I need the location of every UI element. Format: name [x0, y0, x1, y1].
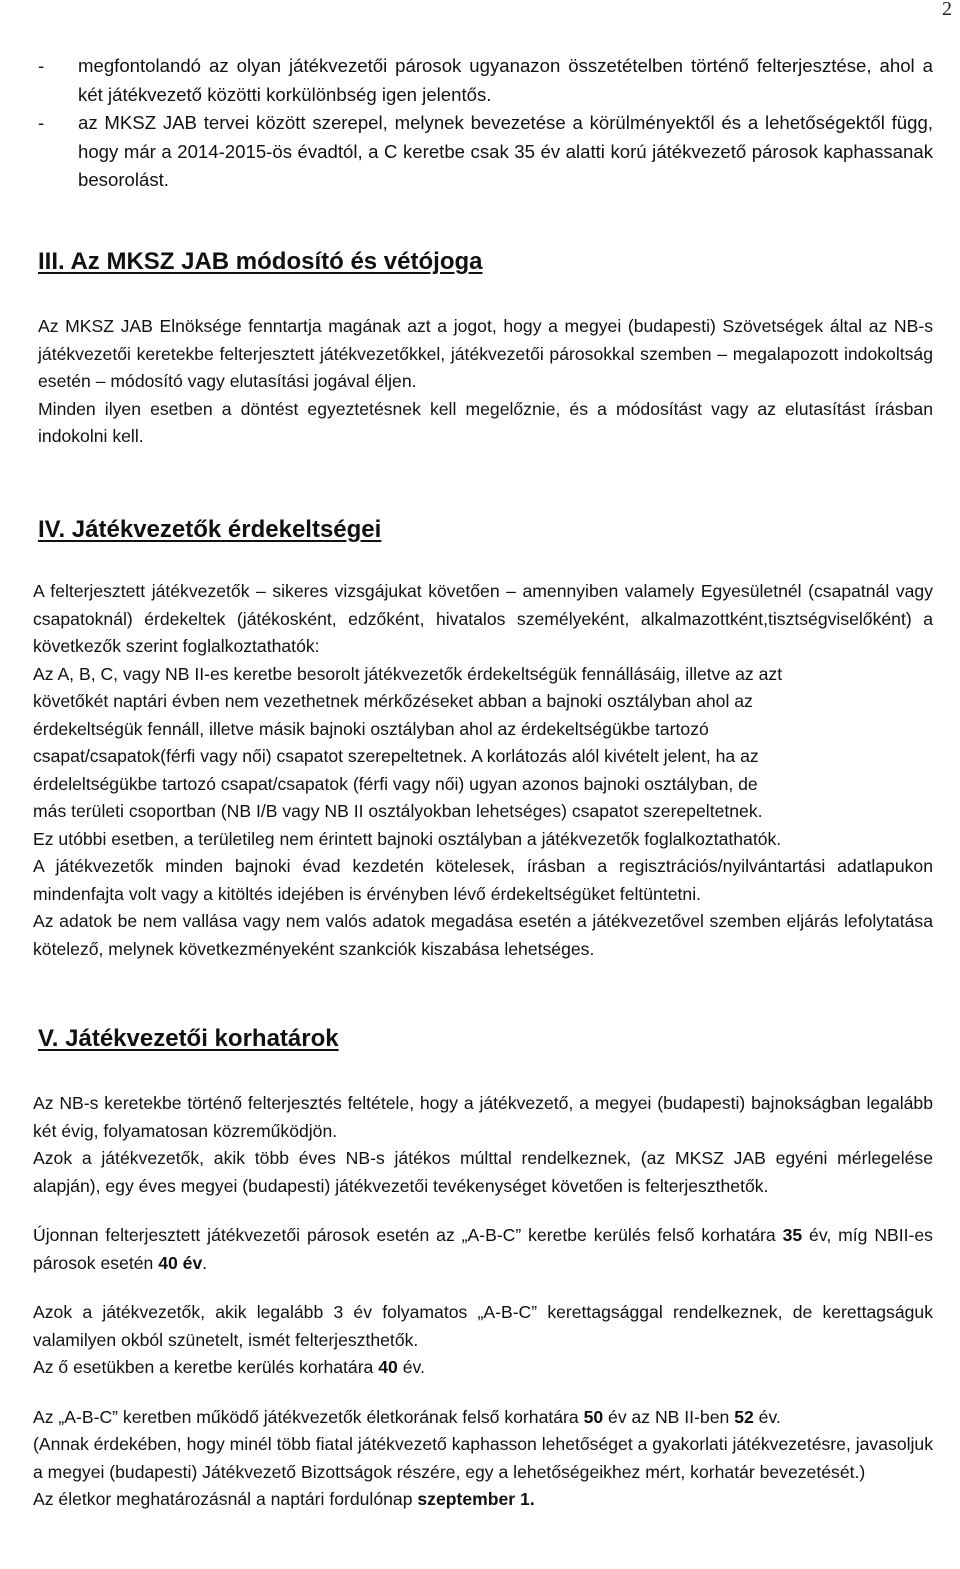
- paragraph: Az „A-B-C” keretben működő játékvezetők életkorának felső korhatára 50 év az NB II-ben 52 év.: [33, 1406, 781, 1427]
- paragraph: Azok a játékvezetők, akik több éves NB-s játékos múlttal rendelkeznek, (az MKSZ JAB egyéni mérlegelése alapján), egy éves megyei (budapesti) játékvezetői tevékenységet követően is felterjeszthetők.: [33, 1148, 933, 1196]
- section-4-heading: IV. Játékvezetők érdekeltségei: [38, 516, 382, 543]
- section-5-body: [33, 1090, 933, 1514]
- bullet-dash: -: [38, 55, 45, 76]
- paragraph: Az életkor meghatározásnál a naptári fordulónap szeptember 1.: [33, 1489, 535, 1509]
- paragraph-line: csapat/csapatok(férfi vagy női) csapatot szerepeltetnek. A korlátozás alól kivételt jelent, ha az: [33, 746, 759, 766]
- bullet-text: megfontolandó az olyan játékvezetői párosok ugyanazon összetételben történő felterjesztése, ahol a két játékvezető közötti korkülönbség igen jelentős.: [78, 55, 933, 105]
- bullet-text: az MKSZ JAB tervei között szerepel, melynek bevezetése a körülményektől és a lehetőségektől függ, hogy már a 2014-2015-ös évadtól, a C keretbe csak 35 év alatti korú játékvezető párosok kaphassanak besorolást.: [78, 112, 933, 190]
- list-item: [38, 109, 933, 195]
- paragraph: Az NB-s keretekbe történő felterjesztés feltétele, hogy a játékvezető, a megyei (budapesti) bajnokságban legalább két évig, folyamatosan közreműködjön.: [33, 1093, 933, 1141]
- paragraph: Újonnan felterjesztett játékvezetői párosok esetén az „A-B-C” keretbe kerülés felső korhatára 35 év, míg NBII-es párosok esetén 40 év.: [33, 1225, 933, 1273]
- paragraph: Minden ilyen esetben a döntést egyeztetésnek kell megelőznie, és a módosítást vagy az elutasítást írásban indokolni kell.: [38, 398, 933, 446]
- list-item: [38, 52, 933, 109]
- paragraph: A felterjesztett játékvezetők – sikeres vizsgájukat követően – amennyiben valamely Egyesületnél (csapatnál vagy csapatoknál) érdekeltek (játékosként, edzőként, hivatalos személyeként, alkalmazottként,tisztségviselőként) a következők szerint foglalkoztathatók:: [33, 581, 933, 656]
- paragraph-line: érdeleltségükbe tartozó csapat/csapatok (férfi vagy női) ugyan azonos bajnoki osztályban, de: [33, 773, 758, 794]
- paragraph-line: más területi csoportban (NB I/B vagy NB II osztályokban lehetséges) csapatot szerepeltetnek.: [33, 801, 763, 821]
- section-3-heading: III. Az MKSZ JAB módosító és vétójoga: [38, 248, 483, 275]
- paragraph-line: érdekeltségük fennáll, illetve másik bajnoki osztályban ahol az érdekeltségükbe tartozó: [33, 718, 709, 739]
- paragraph: Az adatok be nem vallása vagy nem valós adatok megadása esetén a játékvezetővel szemben eljárás lefolytatása kötelező, melynek következményeként szankciók kiszabása lehetséges.: [33, 911, 933, 959]
- bullet-list: [38, 52, 933, 195]
- paragraph: A játékvezetők minden bajnoki évad kezdetén kötelesek, írásban a regisztrációs/nyilvántartási adatlapukon mindenfajta volt vagy a kitöltés idejében is érvényben lévő érdekeltségüket feltüntetni.: [33, 856, 933, 904]
- bullet-dash: -: [38, 112, 45, 133]
- paragraph: (Annak érdekében, hogy minél több fiatal játékvezető kaphasson lehetőséget a gyakorlati játékvezetésre, javasoljuk a megyei (budapesti) Játékvezető Bizottságok részére, egy a lehetőségeikhez mért, korhatár bevezetését.): [33, 1434, 933, 1482]
- section-3-body: [38, 313, 933, 451]
- paragraph-line: Ez utóbbi esetben, a területileg nem érintett bajnoki osztályban a játékvezetők foglalkoztathatók.: [33, 828, 782, 849]
- paragraph: Az ő esetükben a keretbe kerülés korhatára 40 év.: [33, 1357, 425, 1377]
- section-4-body: [33, 578, 933, 963]
- page-number: 2: [942, 0, 952, 20]
- paragraph: Azok a játékvezetők, akik legalább 3 év folyamatos „A-B-C” kerettagsággal rendelkeznek, de kerettagságuk valamilyen okból szünetelt, ismét felterjeszthetők.: [33, 1302, 933, 1350]
- section-5-heading: V. Játékvezetői korhatárok: [38, 1025, 339, 1052]
- paragraph: Az MKSZ JAB Elnöksége fenntartja magának azt a jogot, hogy a megyei (budapesti) Szövetségek által az NB-s játékvezetői keretekbe felterjesztett játékvezetőkkel, játékvezetői párosokkal szemben – megalapozott indokoltság esetén – módosító vagy elutasítási jogával éljen.: [38, 316, 933, 391]
- paragraph-line: Az A, B, C, vagy NB II-es keretbe besorolt játékvezetők érdekeltségük fennállásáig, illetve az azt: [33, 663, 783, 684]
- paragraph-line: követőkét naptári évben nem vezethetnek mérkőzéseket abban a bajnoki osztályban ahol az: [33, 691, 753, 711]
